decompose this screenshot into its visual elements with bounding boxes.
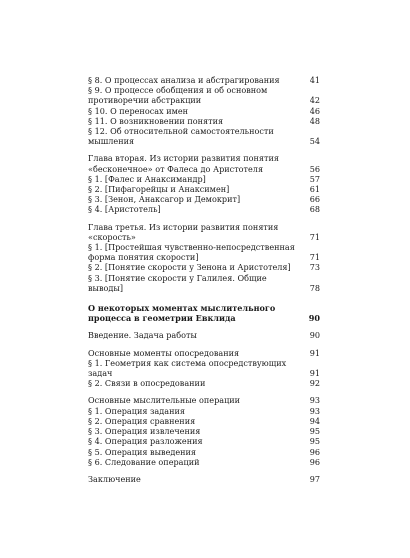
toc-entry-title: Основные моменты опосредования xyxy=(88,347,240,358)
toc-entry-title: § 2. Операция сравнения xyxy=(88,415,196,426)
toc-entry-page: 54 xyxy=(309,136,320,147)
toc-entry-page: 48 xyxy=(309,115,320,126)
toc-entry-title: § 3. [Зенон, Анаксагор и Демокрит] xyxy=(88,194,241,205)
toc-entry xyxy=(88,174,320,184)
toc-entry-title: § 3. Операция извлечения xyxy=(88,426,201,437)
toc-entry xyxy=(88,75,320,85)
toc-gap xyxy=(88,388,320,395)
toc-entry xyxy=(88,303,320,323)
toc-entry-title: § 4. Операция разложения xyxy=(88,436,203,447)
toc-entry-page: 90 xyxy=(308,313,320,324)
toc-entry-page: 93 xyxy=(309,405,320,416)
toc-entry-page: 95 xyxy=(309,436,320,447)
toc-entry xyxy=(88,416,320,426)
toc-entry-title: § 12. Об относительной самостоятельности мышления xyxy=(88,126,274,147)
toc-entry-page: 41 xyxy=(309,75,320,85)
toc-entry xyxy=(88,126,320,146)
toc-entry-page: 91 xyxy=(309,347,320,358)
toc-entry-title: Глава вторая. Из истории развития понятия «бесконечное» от Фалеса до Аристотеля xyxy=(88,153,279,174)
toc-entry xyxy=(88,395,320,405)
toc-entry-title: § 1. [Фалес и Анаксимандр] xyxy=(88,173,206,184)
toc-entry xyxy=(88,457,320,467)
toc-entry-page: 73 xyxy=(309,262,320,273)
toc-entry-title: § 10. О переносах имен xyxy=(88,105,189,116)
toc-gap xyxy=(88,215,320,222)
toc-entry xyxy=(88,474,320,484)
toc-entry-title: § 2. [Пифагорейцы и Анаксимен] xyxy=(88,184,230,195)
toc-entry-title: § 4. [Аристотель] xyxy=(88,204,161,215)
toc-entry-page: 46 xyxy=(309,105,320,116)
toc-entry-page: 71 xyxy=(309,231,320,242)
toc-entry-page: 56 xyxy=(309,163,320,174)
toc-entry xyxy=(88,222,320,242)
toc-entry-page: 97 xyxy=(309,473,320,484)
toc-entry-title: § 3. [Понятие скорости у Галилея. Общие выводы] xyxy=(88,272,267,293)
toc-gap xyxy=(88,146,320,153)
toc-entry-title: § 5. Операция выведения xyxy=(88,446,197,457)
toc-entry-page: 78 xyxy=(309,282,320,293)
toc-entry xyxy=(88,242,320,262)
toc-entry xyxy=(88,273,320,293)
toc-gap xyxy=(88,293,320,303)
toc-entry-page: 91 xyxy=(309,368,320,379)
toc-entry-page: 90 xyxy=(309,330,320,341)
toc-entry-title: § 9. О процессе обобщения и об основном противоречии абстракции xyxy=(88,85,268,106)
toc-entry xyxy=(88,330,320,340)
toc-entry-page: 92 xyxy=(309,378,320,389)
toc-entry-page: 42 xyxy=(309,95,320,106)
toc-entry-page: 66 xyxy=(309,194,320,205)
toc-entry xyxy=(88,106,320,116)
toc-entry-title: О некоторых моментах мыслительного процесса в геометрии Евклида xyxy=(88,303,276,324)
toc-entry-page: 57 xyxy=(309,173,320,184)
toc-entry xyxy=(88,153,320,173)
toc-entry xyxy=(88,262,320,272)
toc-entry-page: 68 xyxy=(309,204,320,215)
toc-entry-page: 96 xyxy=(309,446,320,457)
toc-entry xyxy=(88,426,320,436)
toc-entry-title: Основные мыслительные операции xyxy=(88,395,241,406)
toc-gap xyxy=(88,323,320,330)
toc-entry xyxy=(88,358,320,378)
toc-entry-title: § 1. [Простейшая чувственно-непосредственная форма понятия скорости] xyxy=(88,242,295,263)
toc-entry-title: Введение. Задача работы xyxy=(88,330,197,341)
toc-entry xyxy=(88,447,320,457)
toc-entry-page: 71 xyxy=(309,252,320,263)
toc-entry-title: Заключение xyxy=(88,473,141,484)
toc-entry xyxy=(88,204,320,214)
toc-entry-page: 94 xyxy=(309,415,320,426)
toc-entry-page: 61 xyxy=(309,184,320,195)
toc-entry xyxy=(88,194,320,204)
toc-entry-title: § 1. Операция задания xyxy=(88,405,185,416)
toc-entry-title: § 2. [Понятие скорости у Зенона и Аристотеля] xyxy=(88,262,291,273)
toc-entry-title: § 8. О процессах анализа и абстрагирования xyxy=(88,75,280,85)
table-of-contents xyxy=(88,75,320,484)
toc-entry xyxy=(88,348,320,358)
toc-entry-page: 93 xyxy=(309,395,320,406)
toc-entry xyxy=(88,85,320,105)
toc-gap xyxy=(88,467,320,474)
toc-entry xyxy=(88,436,320,446)
toc-entry-page: 96 xyxy=(309,456,320,467)
toc-entry xyxy=(88,378,320,388)
toc-entry-title: § 6. Следование операций xyxy=(88,456,200,467)
toc-entry xyxy=(88,184,320,194)
toc-entry-page: 95 xyxy=(309,426,320,437)
toc-entry-title: § 11. О возникновении понятия xyxy=(88,115,224,126)
toc-entry-title: Глава третья. Из истории развития понятия «скорость» xyxy=(88,221,279,242)
toc-entry-title: § 2. Связи в опосредовании xyxy=(88,378,206,389)
toc-entry-title: § 1. Геометрия как система опосредствующих задач xyxy=(88,357,287,379)
toc-gap xyxy=(88,341,320,348)
toc-entry xyxy=(88,116,320,126)
toc-entry xyxy=(88,406,320,416)
